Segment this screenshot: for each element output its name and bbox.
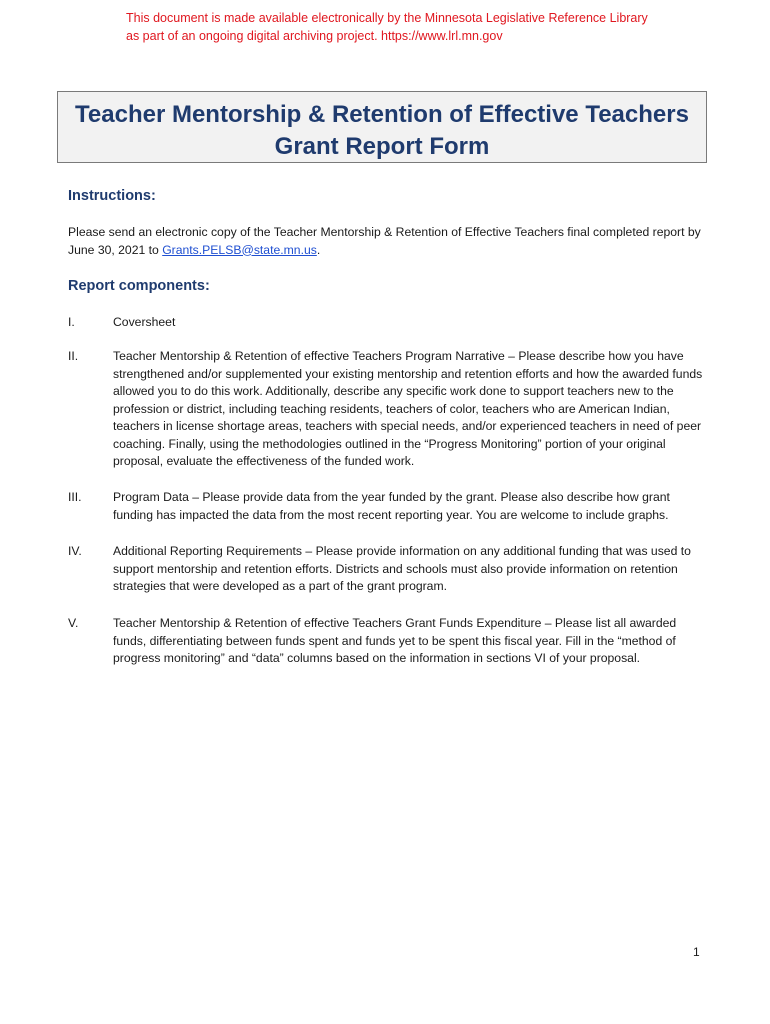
archive-notice-line2: as part of an ongoing digital archiving project. https://www.lrl.mn.gov (126, 29, 503, 43)
item-text: Program Data – Please provide data from the year funded by the grant. Please also describe how grant funding has impacted the data from the most recent reporting year. You are welcome to include graphs. (113, 490, 670, 522)
archive-notice (126, 9, 686, 45)
item-number: III. (68, 490, 82, 504)
item-number: II. (68, 349, 79, 363)
instructions-text (68, 224, 708, 259)
page-title-line2: Grant Report Form (274, 133, 490, 160)
item-number: IV. (68, 544, 82, 558)
archive-notice-line1: This document is made available electronically by the Minnesota Legislative Reference Library (126, 11, 648, 25)
instructions-text-before: Please send an electronic copy of the Teacher Mentorship & Retention of Effective Teachers final completed report by June 30, 2021 to (68, 225, 701, 257)
item-text: Additional Reporting Requirements – Please provide information on any additional funding that was used to support mentorship and retention efforts. Districts and schools must also provide information on retention strategies that were developed as a part of the grant program. (113, 544, 691, 593)
page-number: 1 (693, 945, 700, 959)
title-box (57, 91, 707, 163)
item-text: Teacher Mentorship & Retention of effective Teachers Program Narrative – Please describe how you have strengthened and/or supplemented your existing mentorship and retention efforts and how the awarded funds allowed you to do this work. Additionally, describe any specific work done to support teachers new to the profession or district, including teaching residents, teachers of color, teachers who are American Indian, teachers in license shortage areas, teachers with special needs, and/or experienced teachers in need of peer coaching. Finally, using the methodologies outlined in the “Progress Monitoring” portion of your original proposal, evaluate the effectiveness of the funded work. (113, 349, 703, 468)
item-text: Teacher Mentorship & Retention of effective Teachers Grant Funds Expenditure – Please list all awarded funds, differentiating between funds spent and funds yet to be spent this fiscal year. Fill in the “method of progress monitoring” and “data” columns based on the information in sections VI of your proposal. (113, 616, 677, 665)
email-link[interactable]: Grants.PELSB@state.mn.us (162, 242, 317, 257)
item-number: I. (68, 315, 75, 329)
page-title-line1: Teacher Mentorship & Retention of Effective Teachers (75, 101, 689, 128)
instructions-heading: Instructions: (68, 188, 156, 204)
components-heading: Report components: (68, 278, 210, 294)
instructions-text-after: . (316, 242, 321, 257)
item-text: Coversheet (113, 315, 176, 329)
item-number: V. (68, 616, 79, 630)
